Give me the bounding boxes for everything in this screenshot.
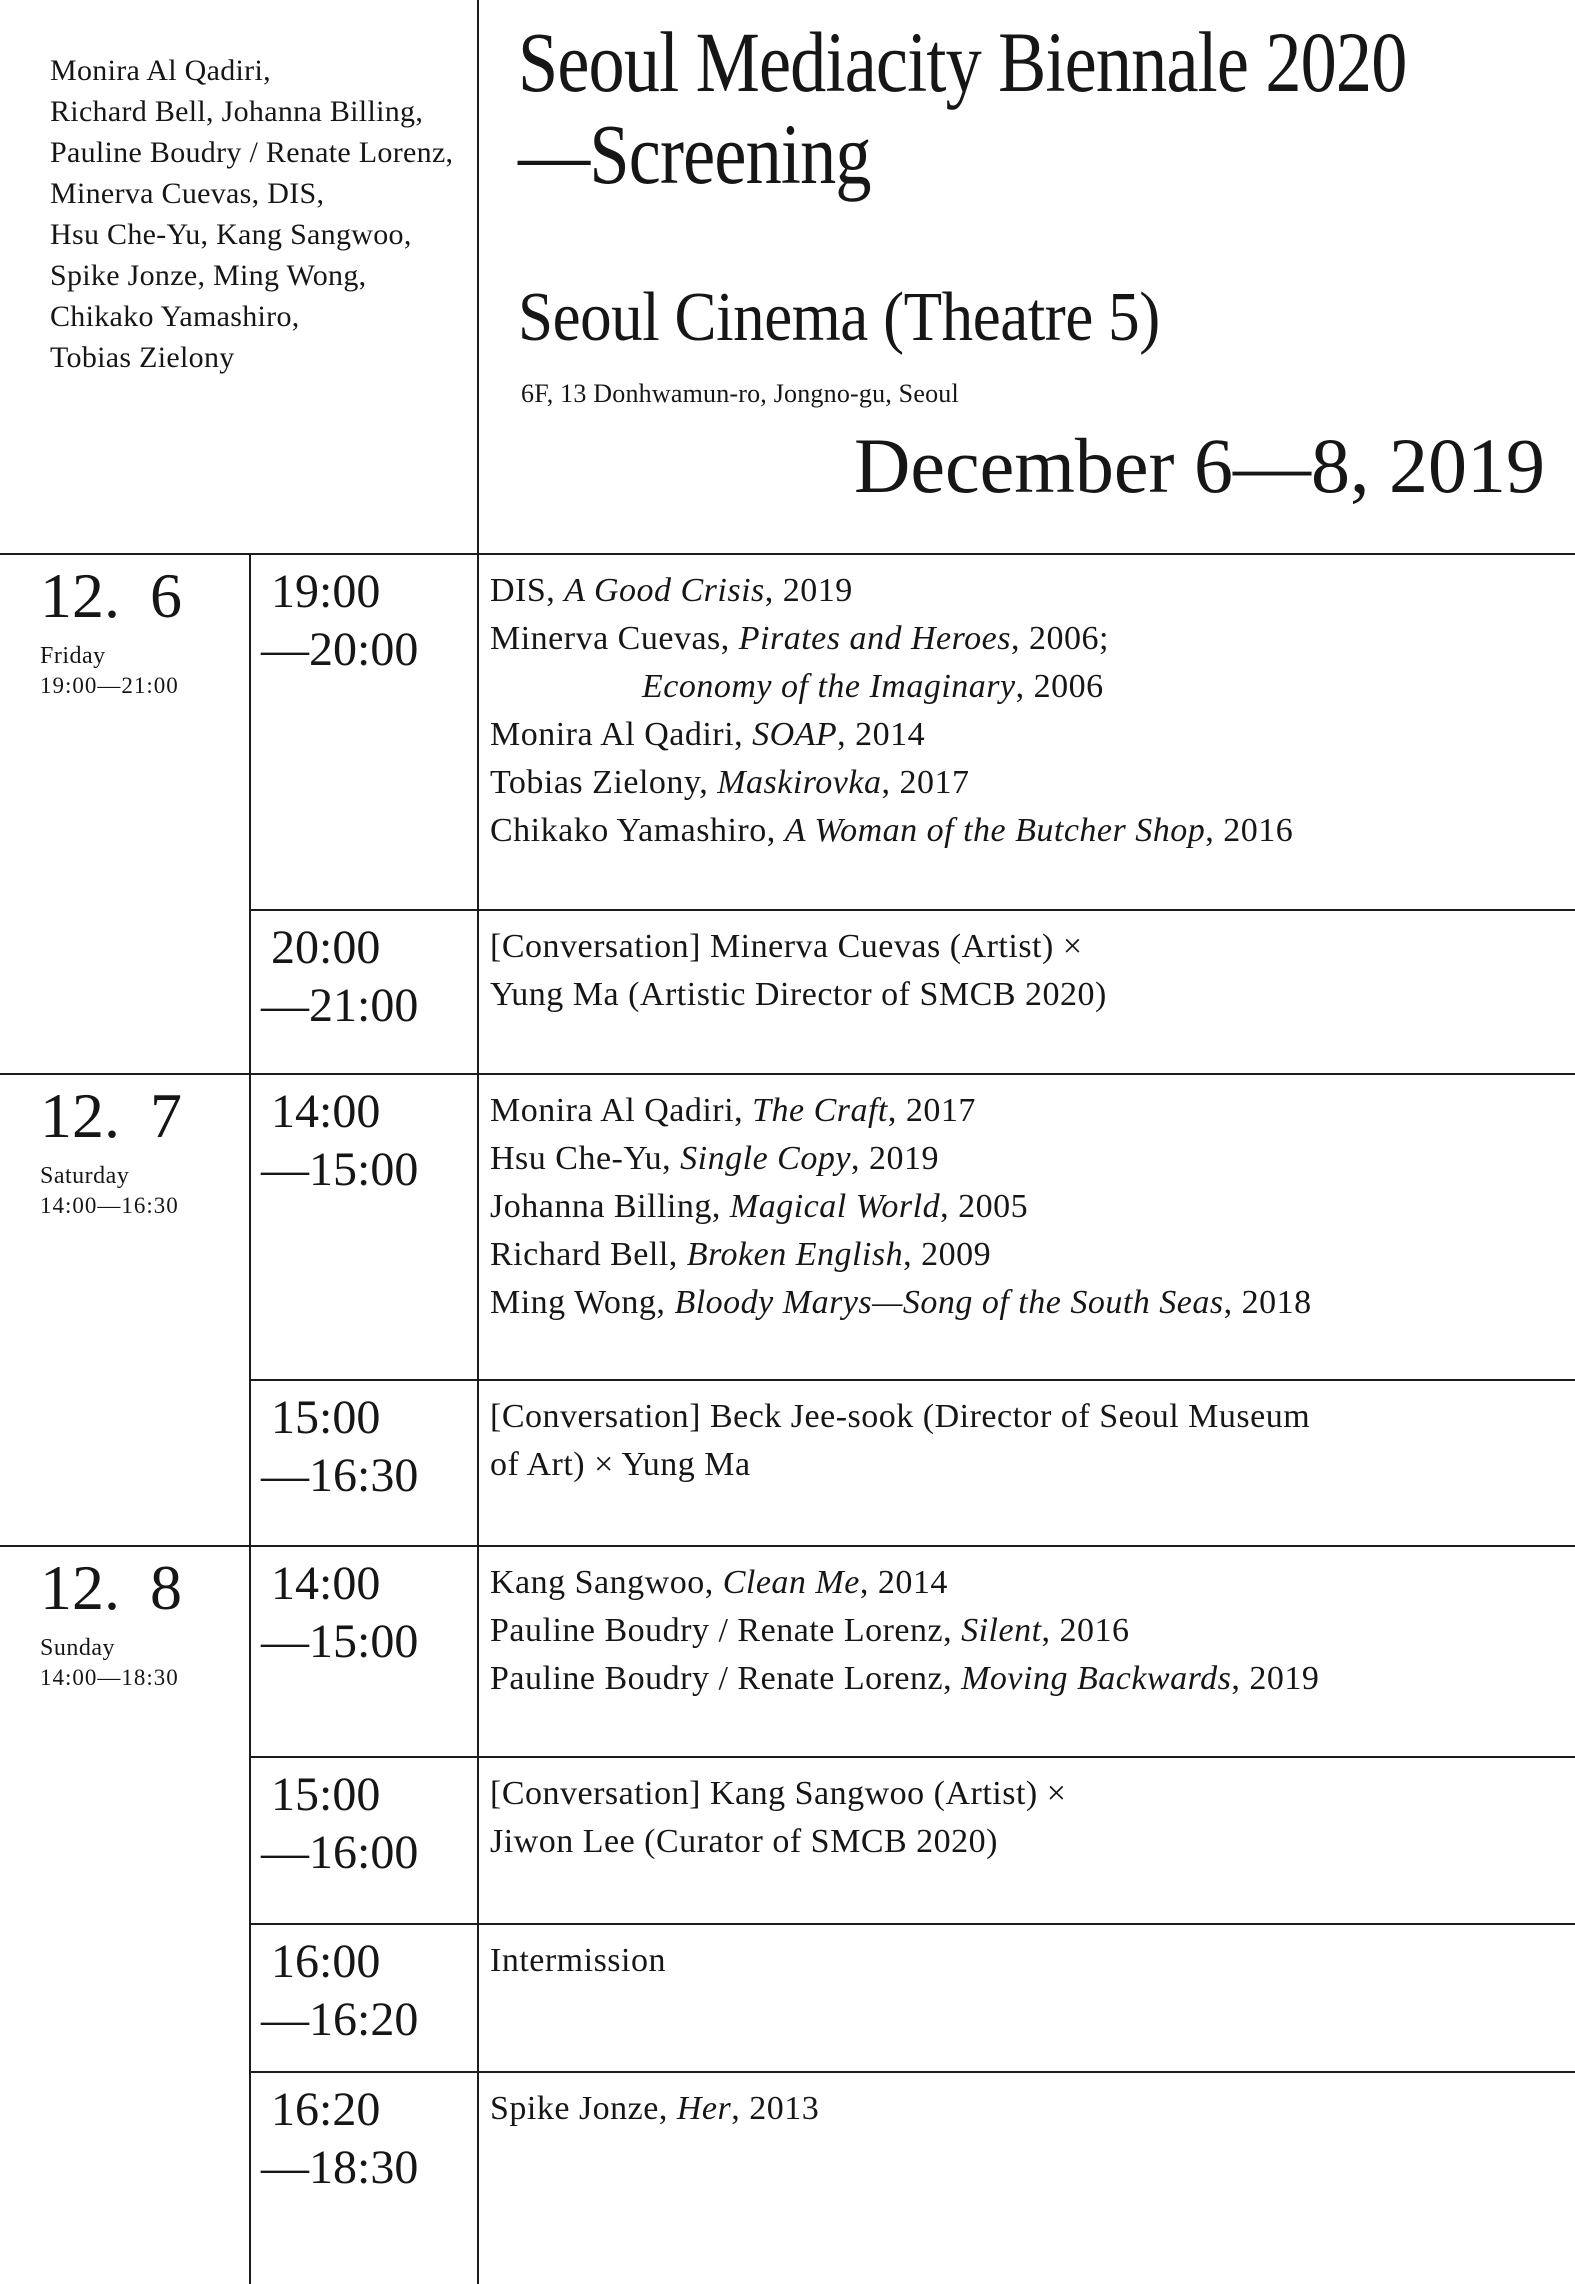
program-text: Intermission (490, 1941, 666, 1979)
work-title: Pirates and Heroes (738, 620, 1011, 657)
venue-address: 6F, 13 Donhwamun-ro, Jongno-gu, Seoul (521, 379, 959, 408)
program-line (490, 2085, 1551, 2133)
program-text: , 2013 (731, 2089, 820, 2127)
day-slots (249, 555, 1575, 1073)
work-title: Single Copy (680, 1140, 851, 1177)
day-number: 12. 8 (40, 1552, 182, 1623)
program-text: of Art) × Yung Ma (490, 1445, 751, 1483)
program-line (490, 1087, 1551, 1135)
slot-program-cell (477, 1547, 1575, 1756)
work-title: A Woman of the Butcher Shop (784, 812, 1206, 849)
program-line (490, 1937, 1551, 1985)
program-text: Ming Wong, (490, 1284, 675, 1321)
schedule-slot (249, 1075, 1575, 1379)
work-title: Her (676, 2089, 732, 2127)
artist-list (50, 50, 480, 378)
program-text: Yung Ma (Artistic Director of SMCB 2020) (490, 975, 1107, 1013)
slot-time-start: 14:00 (271, 1557, 381, 1610)
program-text: , 2014 (837, 716, 926, 753)
event-dates: December 6—8, 2019 (854, 422, 1545, 509)
artist-list-line: Minerva Cuevas, DIS, (50, 177, 325, 210)
program-line (490, 759, 1551, 807)
work-title: Bloody Marys—Song of the South Seas (674, 1284, 1224, 1321)
day-date-cell (0, 1547, 249, 2284)
artist-list-line: Spike Jonze, Ming Wong, (50, 259, 367, 292)
program-line (490, 971, 1551, 1019)
artist-list-line: Hsu Che-Yu, Kang Sangwoo, (50, 218, 412, 251)
schedule-slot (249, 555, 1575, 909)
program-text: Jiwon Lee (Curator of SMCB 2020) (490, 1823, 999, 1861)
slot-time-end: —18:30 (261, 2140, 419, 2194)
slot-time-start: 15:00 (271, 1390, 381, 1444)
program-text: [Conversation] Beck Jee-sook (Director of Seoul Museum (490, 1397, 1311, 1435)
day-weekday: Saturday (40, 1163, 130, 1189)
program-text: Hsu Che-Yu, (490, 1140, 681, 1177)
slot-program-cell (477, 2073, 1575, 2284)
program-line (490, 1279, 1551, 1327)
program-text: [Conversation] Minerva Cuevas (Artist) × (490, 927, 1083, 965)
slot-time-end: —16:20 (261, 1992, 419, 2046)
slot-time-end: —20:00 (261, 623, 419, 676)
slot-time-end: —15:00 (261, 1615, 419, 1668)
program-text: , 2019 (764, 572, 853, 609)
slot-time-start: 16:20 (271, 2082, 381, 2136)
day-slots (249, 1547, 1575, 2284)
day-row (0, 1545, 1575, 2284)
program-line (490, 1231, 1551, 1279)
work-title: Broken English (686, 1236, 904, 1273)
program-text: Richard Bell, (490, 1236, 687, 1273)
work-title: A Good Crisis (564, 572, 765, 609)
work-title: The Craft (752, 1092, 888, 1129)
slot-program-cell (477, 1758, 1575, 1923)
slot-time-end: —21:00 (261, 978, 419, 1032)
work-title: SOAP (752, 716, 838, 753)
slot-program-cell (477, 1075, 1575, 1379)
program-line (490, 1770, 1551, 1818)
schedule-slot (249, 909, 1575, 1073)
slot-time-end: —16:30 (261, 1448, 419, 1502)
program-line (490, 1559, 1551, 1607)
schedule-slot (249, 2071, 1575, 2284)
slot-time-cell (249, 555, 477, 909)
slot-time-cell (249, 1758, 477, 1923)
program-text: Spike Jonze, (490, 2089, 677, 2127)
program-text: Monira Al Qadiri, (490, 1092, 753, 1129)
artist-list-line: Tobias Zielony (50, 341, 235, 374)
slot-time-start: 16:00 (271, 1934, 381, 1988)
venue-name: Seoul Cinema (Theatre 5) (518, 279, 1160, 356)
program-text: , 2005 (940, 1188, 1029, 1225)
schedule-table (0, 553, 1575, 2284)
slot-time-start: 14:00 (271, 1085, 381, 1138)
slot-program-cell (477, 1381, 1575, 1545)
day-slots (249, 1075, 1575, 1545)
slot-time-cell (249, 911, 477, 1073)
event-title (518, 16, 1568, 200)
schedule-slot (249, 1547, 1575, 1756)
slot-time-cell (249, 2073, 477, 2284)
slot-program-cell (477, 911, 1575, 1073)
slot-time-end: —16:00 (261, 1826, 419, 1880)
slot-time-cell (249, 1547, 477, 1756)
slot-time-start: 19:00 (271, 565, 381, 618)
day-hours: 19:00—21:00 (40, 673, 179, 698)
slot-time-cell (249, 1925, 477, 2071)
slot-program-cell (477, 555, 1575, 909)
schedule-slot (249, 1379, 1575, 1545)
program-text: , 2019 (1231, 1660, 1320, 1697)
work-title: Clean Me (722, 1564, 860, 1601)
program-line (490, 1607, 1551, 1655)
work-title: Silent (961, 1612, 1042, 1649)
day-weekday: Sunday (40, 1635, 115, 1661)
day-hours: 14:00—18:30 (40, 1665, 179, 1690)
slot-program-cell (477, 1925, 1575, 2071)
schedule-slot (249, 1923, 1575, 2071)
program-text: , 2016 (1205, 812, 1294, 849)
program-line (490, 711, 1551, 759)
program-text: Monira Al Qadiri, (490, 716, 753, 753)
program-text: Pauline Boudry / Renate Lorenz, (490, 1660, 962, 1697)
program-text: Pauline Boudry / Renate Lorenz, (490, 1612, 962, 1649)
program-text: , 2019 (850, 1140, 939, 1177)
program-line (490, 923, 1551, 971)
artist-list-line: Monira Al Qadiri, (50, 54, 271, 87)
program-text: Tobias Zielony, (490, 764, 718, 801)
program-text: , 2017 (887, 1092, 976, 1129)
program-text: Minerva Cuevas, (490, 620, 739, 657)
program-line (490, 1655, 1551, 1703)
program-line (490, 615, 1551, 663)
day-date-cell (0, 555, 249, 1073)
day-date-cell (0, 1075, 249, 1545)
day-weekday: Friday (40, 643, 106, 669)
work-title: Maskirovka (717, 764, 882, 801)
day-number: 12. 6 (40, 560, 182, 631)
work-title: Moving Backwards (961, 1660, 1232, 1697)
artist-list-line: Richard Bell, Johanna Billing, (50, 95, 424, 128)
program-text: Kang Sangwoo, (490, 1564, 723, 1601)
program-line (490, 1818, 1551, 1866)
program-text: , 2014 (859, 1564, 948, 1601)
program-text: , 2018 (1223, 1284, 1312, 1321)
program-text: , 2009 (903, 1236, 992, 1273)
program-text: , 2016 (1041, 1612, 1130, 1649)
program-text: Johanna Billing, (490, 1188, 730, 1225)
event-title-line1: Seoul Mediacity Biennale 2020 (518, 14, 1407, 110)
program-line (490, 807, 1551, 855)
schedule-slot (249, 1756, 1575, 1923)
program-text: DIS, (490, 572, 565, 609)
day-number: 12. 7 (40, 1080, 182, 1151)
program-line (490, 1183, 1551, 1231)
program-text: , 2006; (1010, 620, 1109, 657)
slot-time-start: 15:00 (271, 1768, 381, 1822)
slot-time-start: 20:00 (271, 920, 381, 974)
work-title: Economy of the Imaginary (642, 668, 1016, 705)
program-line (490, 567, 1551, 615)
slot-time-cell (249, 1075, 477, 1379)
slot-time-cell (249, 1381, 477, 1545)
event-title-line2: —Screening (518, 106, 871, 202)
program-text: , 2006 (1015, 668, 1104, 705)
program-line (490, 1441, 1551, 1489)
program-line (490, 1393, 1551, 1441)
work-title: Magical World (729, 1188, 941, 1225)
program-line (490, 663, 1551, 711)
day-row (0, 1073, 1575, 1545)
day-hours: 14:00—16:30 (40, 1193, 179, 1218)
artist-list-line: Chikako Yamashiro, (50, 300, 300, 333)
program-line (490, 1135, 1551, 1183)
slot-time-end: —15:00 (261, 1143, 419, 1196)
artist-list-line: Pauline Boudry / Renate Lorenz, (50, 136, 454, 169)
program-text: , 2017 (881, 764, 970, 801)
day-row (0, 553, 1575, 1073)
program-text: [Conversation] Kang Sangwoo (Artist) × (490, 1775, 1067, 1813)
program-text: Chikako Yamashiro, (490, 812, 785, 849)
